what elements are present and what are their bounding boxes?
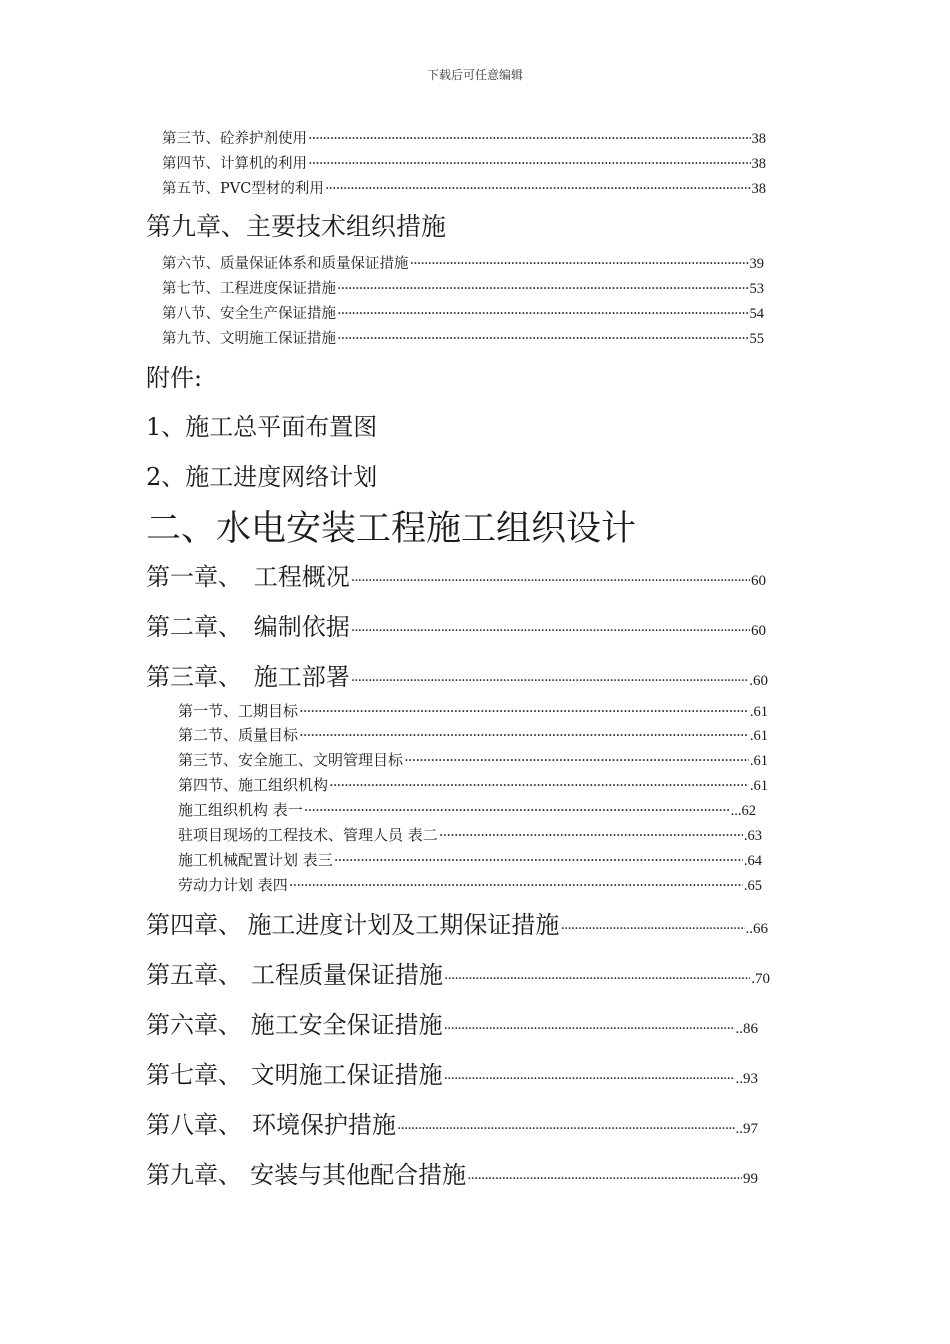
- toc-entry-page: .61: [749, 778, 768, 794]
- toc-chapter[interactable]: [146, 905, 768, 939]
- leader-dots: [444, 1021, 735, 1037]
- toc-entry-page: .70: [751, 971, 770, 987]
- leader-dots: [308, 156, 751, 172]
- leader-dots: [337, 331, 749, 347]
- toc-entry[interactable]: [178, 849, 762, 871]
- leader-dots: [329, 776, 749, 794]
- leader-dots: [337, 306, 749, 322]
- toc-entry-label: 第八节、安全生产保证措施: [162, 306, 336, 322]
- chapter-number: 第八章、: [146, 1111, 242, 1139]
- attachments-heading: 附件:: [146, 364, 203, 392]
- toc-entry[interactable]: [178, 724, 768, 746]
- chapter-label: 施工进度计划及工期保证措施: [247, 911, 560, 939]
- leader-dots: [444, 971, 750, 987]
- leader-dots: [299, 702, 749, 720]
- leader-dots: [351, 573, 750, 589]
- toc-entry-page: 38: [751, 181, 766, 197]
- toc-entry-label: 施工组织机构 表一: [178, 801, 303, 819]
- leader-dots: [404, 751, 749, 769]
- toc-entry[interactable]: [178, 774, 768, 796]
- toc-entry-label: 第一节、工期目标: [178, 702, 299, 720]
- chapter-number: 第一章、: [146, 563, 242, 591]
- toc-entry-label: 第四节、计算机的利用: [162, 156, 307, 172]
- toc-entry-page: ..97: [735, 1121, 758, 1137]
- leader-dots: [304, 801, 730, 819]
- toc-entry-label: 第七节、工程进度保证措施: [162, 281, 336, 297]
- toc-entry-page: 38: [751, 156, 766, 172]
- leader-dots: [439, 826, 743, 844]
- chapter-number: 第九章、: [146, 1161, 242, 1189]
- toc-entry[interactable]: [162, 127, 766, 149]
- toc-entry-label: 施工机械配置计划 表三: [178, 851, 333, 869]
- toc-entry-label: 第三节、安全施工、文明管理目标: [178, 751, 404, 769]
- toc-entry-page: 60: [751, 573, 766, 589]
- leader-dots: [308, 131, 751, 147]
- toc-entry-page: .63: [743, 828, 762, 844]
- toc-entry-page: ...62: [730, 803, 756, 819]
- toc-chapter[interactable]: [146, 1055, 758, 1089]
- toc-entry-label: 第五节、PVC型材的利用: [162, 181, 324, 197]
- toc-chapter[interactable]: [146, 1105, 758, 1139]
- part-title: 二、水电安装工程施工组织设计: [146, 509, 637, 549]
- attachment-item: 1、施工总平面布置图: [146, 413, 378, 441]
- toc-entry[interactable]: [162, 177, 766, 199]
- toc-entry-label: 第二节、质量目标: [178, 726, 299, 744]
- toc-entry[interactable]: [162, 152, 766, 174]
- attachment-item: 2、施工进度网络计划: [146, 463, 378, 491]
- toc-entry-label: 第三节、砼养护剂使用: [162, 131, 307, 147]
- chapter-label: 安装与其他配合措施: [250, 1161, 467, 1189]
- chapter-number: 第四章、: [146, 911, 242, 939]
- toc-entry-page: .61: [749, 704, 768, 720]
- toc-entry-page: 99: [743, 1171, 758, 1187]
- toc-entry[interactable]: [162, 327, 764, 349]
- chapter-number: 第三章、: [146, 663, 242, 691]
- leader-dots: [299, 726, 749, 744]
- leader-dots: [444, 1071, 735, 1087]
- toc-entry-label: 第六节、质量保证体系和质量保证措施: [162, 256, 409, 272]
- leader-dots: [560, 921, 744, 937]
- leader-dots: [467, 1171, 742, 1187]
- toc-entry[interactable]: [162, 302, 764, 324]
- leader-dots: [334, 851, 743, 869]
- toc-entry-page: .64: [743, 853, 762, 869]
- leader-dots: [351, 673, 749, 689]
- chapter-heading: 第九章、主要技术组织措施: [146, 212, 447, 241]
- toc-chapter[interactable]: [146, 1005, 758, 1039]
- toc-entry-label: 劳动力计划 表四: [178, 876, 288, 894]
- toc-entry-page: ..93: [735, 1071, 758, 1087]
- toc-entry-page: ..86: [735, 1021, 758, 1037]
- toc-chapter[interactable]: [146, 955, 770, 989]
- toc-entry-label: 驻项目现场的工程技术、管理人员 表二: [178, 826, 438, 844]
- toc-entry-page: ..66: [745, 921, 768, 937]
- toc-entry-page: 38: [751, 131, 766, 147]
- toc-entry-label: 第九节、文明施工保证措施: [162, 331, 336, 347]
- leader-dots: [337, 281, 749, 297]
- leader-dots: [325, 181, 751, 197]
- toc-chapter[interactable]: [146, 557, 766, 591]
- toc-entry[interactable]: [178, 749, 768, 771]
- toc-entry-page: .60: [749, 673, 768, 689]
- toc-entry-page: 53: [749, 281, 764, 297]
- leader-dots: [410, 256, 749, 272]
- toc-entry[interactable]: [178, 700, 768, 722]
- toc-entry[interactable]: [178, 874, 762, 896]
- leader-dots: [289, 876, 743, 894]
- toc-entry-page: 39: [749, 256, 764, 272]
- toc-entry-page: .65: [743, 878, 762, 894]
- toc-entry-page: 54: [749, 306, 764, 322]
- chapter-label: 工程概况: [253, 563, 350, 591]
- toc-chapter[interactable]: [146, 657, 768, 691]
- toc-entry-page: 55: [749, 331, 764, 347]
- chapter-number: 第二章、: [146, 613, 242, 641]
- toc-entry-page: .61: [749, 753, 768, 769]
- toc-chapter[interactable]: [146, 607, 766, 641]
- chapter-number: 第七章、: [146, 1061, 242, 1089]
- toc-entry-page: .61: [749, 728, 768, 744]
- toc-entry[interactable]: [178, 824, 762, 846]
- toc-chapter[interactable]: [146, 1155, 758, 1189]
- toc-entry-label: 第四节、施工组织机构: [178, 776, 329, 794]
- chapter-label: 文明施工保证措施: [250, 1061, 443, 1089]
- leader-dots: [351, 623, 750, 639]
- chapter-label: 施工安全保证措施: [250, 1011, 443, 1039]
- toc-entry[interactable]: [162, 277, 764, 299]
- toc-entry[interactable]: [162, 252, 764, 274]
- leader-dots: [397, 1121, 735, 1137]
- chapter-label: 施工部署: [253, 663, 350, 691]
- chapter-label: 环境保护措施: [251, 1111, 396, 1139]
- chapter-number: 第六章、: [146, 1011, 242, 1039]
- toc-entry-page: 60: [751, 623, 766, 639]
- chapter-label: 编制依据: [253, 613, 350, 641]
- page-header: 下载后可任意编辑: [426, 68, 523, 82]
- toc-entry[interactable]: [178, 799, 756, 821]
- chapter-number: 第五章、: [146, 961, 242, 989]
- chapter-label: 工程质量保证措施: [251, 961, 444, 989]
